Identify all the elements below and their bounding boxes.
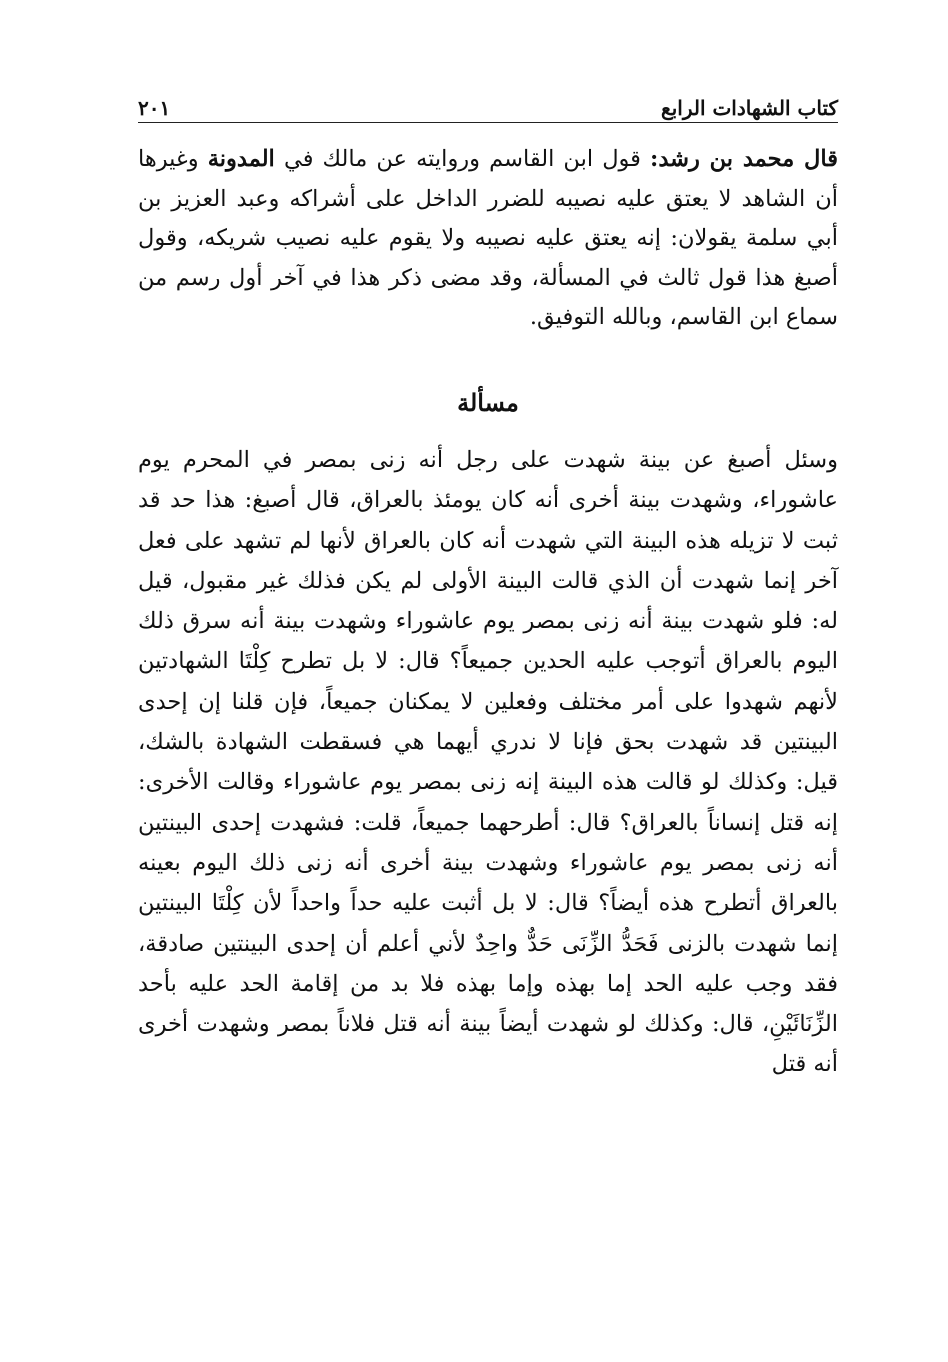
intro-text-part-2: وغيرها أن الشاهد لا يعتق عليه نصيبه للضرر الداخل على أشراكه وعبد العزيز بن أبي سلمة يقولان: إنه يعتق عليه نصيبه ولا يقوم عليه نصيب شريكه، وقول أصبغ هذا قول ثالث في المسألة، وقد مضى ذكر هذا في آخر أول رسم من سماع ابن القاسم، وبالله التوفيق. bbox=[138, 146, 838, 330]
intro-paragraph bbox=[138, 140, 838, 338]
speaker-label: قال محمد بن رشد: bbox=[650, 146, 839, 172]
section-body: وسئل أصبغ عن بينة شهدت على رجل أنه زنى بمصر في المحرم يوم عاشوراء، وشهدت بينة أخرى أنه كان يومئذ بالعراق، قال أصبغ: هذا حد قد ثبت لا تزيله هذه البينة التي شهدت أنه كان بالعراق لأنها لم تشهد على فعل آخر إنما شهدت أن الذي قالت البينة الأولى لم يكن فذلك غير مقبول، قيل له: فلو شهدت بينة أنه زنى بمصر يوم عاشوراء وشهدت بينة أنه سرق ذلك اليوم بالعراق أتوجب عليه الحدين جميعاً؟ قال: لا بل تطرح كِلْتَا الشهادتين لأنهم شهدوا على أمر مختلف وفعلين لا يمكنان جميعاً، فإن قلنا إن إحدى البينتين قد شهدت بحق فإنا لا ندري أيهما هي فسقطت الشهادة بالشك، قيل: وكذلك لو قالت هذه البينة إنه زنى بمصر يوم عاشوراء وقالت الأخرى: إنه قتل إنساناً بالعراق؟ قال: أطرحهما جميعاً، قلت: فشهدت إحدى البينتين أنه زنى بمصر يوم عاشوراء وشهدت بينة أخرى أنه زنى ذلك اليوم بعينه بالعراق أتطرح هذه أيضاً؟ قال: لا بل أثبت عليه حداً واحداً لأن كِلْتَا البينتين إنما شهدت بالزنى فَحَدُّ الزِّنَى حَدٌّ واحِدٌ لأني أعلم أن إحدى البينتين صادقة، فقد وجب عليه الحد إما بهذه وإما بهذه فلا بد من إقامة الحد عليه بأحد الزِّنَائَيْنِ، قال: وكذلك لو شهدت أيضاً بينة أنه قتل فلاناً بمصر وشهدت أخرى أنه قتل bbox=[138, 447, 838, 1078]
book-reference: المدونة bbox=[207, 146, 275, 172]
running-header bbox=[138, 86, 838, 123]
intro-text bbox=[138, 140, 838, 338]
header-title: كتاب الشهادات الرابع bbox=[661, 96, 838, 120]
section-paragraph bbox=[138, 440, 838, 1085]
page-number: ٢٠١ bbox=[138, 96, 171, 120]
intro-text-part-1: قول ابن القاسم وروايته عن مالك في bbox=[283, 146, 641, 172]
section-heading: مسألة bbox=[457, 388, 519, 417]
